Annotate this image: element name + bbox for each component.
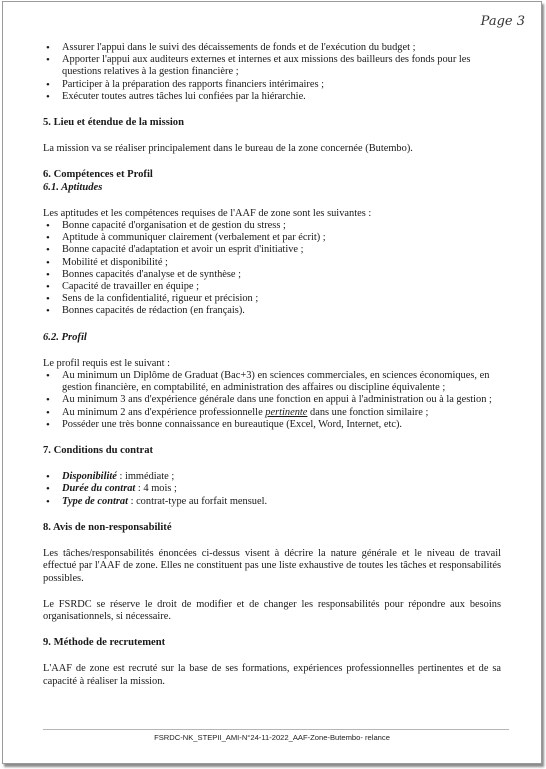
list-item: • Assurer l'appui dans le suivi des décaissements de fonds et de l'exécution du budget ; [43,42,501,54]
page-content [43,42,501,688]
list-item: • Aptitude à communiquer clairement (verbalement et par écrit) ; [43,232,501,244]
section-9-text: L'AAF de zone est recruté sur la base de ses formations, expériences professionnelles pertinentes et de sa capacité à réaliser la mission. [43,663,501,687]
section-8-paragraph-1: Les tâches/responsabilités énoncées ci-dessus visent à décrire la nature générale et le niveau de travail effectué par l'AAF de zone. Elles ne constituent pas une liste exhaustive de toutes les tâches et responsabilités possibles. [43,548,501,584]
list-item: • Bonnes capacités de rédaction (en français). [43,305,501,317]
section-8-paragraph-2: Le FSRDC se réserve le droit de modifier et de changer les responsabilités pour répondre aux besoins organisationnels, si nécessaire. [43,598,501,622]
pertinente-emphasis: pertinente [265,406,308,418]
condition-value: : contrat-type au forfait mensuel. [127,495,268,507]
list-item: • Capacité de travailler en équipe ; [43,281,501,293]
list-item: • Au minimum 3 ans d'expérience générale dans une fonction en appui à l'administration ou à la gestion ; [43,394,501,406]
page-number: Page 3 [480,14,525,29]
condition-value: : immédiate ; [116,471,175,483]
list-item: • Bonne capacité d'adaptation et avoir un esprit d'initiative ; [43,244,501,256]
list-item [43,407,501,419]
section-5-text: La mission va se réaliser principalement dans le bureau de la zone concernée (Butembo). [43,143,413,155]
intro-bullet-list [43,42,501,103]
footer-divider [43,729,509,730]
list-item: • Bonnes capacités d'analyse et de synthèse ; [43,269,501,281]
aptitudes-intro: Les aptitudes et les compétences requises de l'AAF de zone sont les suivantes : [43,207,372,219]
section-8-heading: 8. Avis de non-responsabilité [43,521,172,533]
list-item [43,483,501,495]
section-9-heading: 9. Méthode de recrutement [43,637,166,649]
list-item: • Apporter l'appui aux auditeurs externes et internes et aux missions des bailleurs des fonds pour les questions relatives à la gestion financière ; [43,54,501,78]
list-item: • Mobilité et disponibilité ; [43,257,501,269]
section-6-heading: 6. Compétences et Profil [43,169,153,181]
list-item: • Au minimum un Diplôme de Graduat (Bac+3) en sciences commerciales, en sciences économiques, en gestion financière, en comptabilité, en administration des affaires ou discipline équivalente ; [43,370,501,394]
contract-conditions-list [43,471,501,508]
list-item: • Bonne capacité d'organisation et de gestion du stress ; [43,220,501,232]
section-7-heading: 7. Conditions du contrat [43,445,154,457]
list-item [43,471,501,483]
list-item: • Participer à la préparation des rapports financiers intérimaires ; [43,79,501,91]
condition-value: : 4 mois ; [135,483,177,495]
footer-reference: FSRDC-NK_STEPII_AMI-N°24-11-2022_AAF-Zone-Butembo- relance [154,733,390,742]
profil-item-text: Au minimum 2 ans d'expérience professionnelle [62,406,266,418]
aptitudes-list [43,220,501,318]
condition-label: Disponibilité [62,471,117,483]
section-5-heading: 5. Lieu et étendue de la mission [43,117,184,129]
profil-list [43,370,501,431]
list-item: • Exécuter toutes autres tâches lui confiées par la hiérarchie. [43,91,501,103]
document-page [2,1,542,764]
subsection-6-1-heading: 6.1. Aptitudes [43,181,103,193]
list-item [43,496,501,508]
list-item: • Posséder une très bonne connaissance en bureautique (Excel, Word, Internet, etc). [43,419,501,431]
list-item: • Sens de la confidentialité, rigueur et précision ; [43,293,501,305]
subsection-6-2-heading: 6.2. Profil [43,331,87,343]
condition-label: Type de contrat [62,495,128,507]
profil-intro: Le profil requis est le suivant : [43,357,170,369]
condition-label: Durée du contrat [62,483,136,495]
profil-item-text: dans une fonction similaire ; [307,406,429,418]
